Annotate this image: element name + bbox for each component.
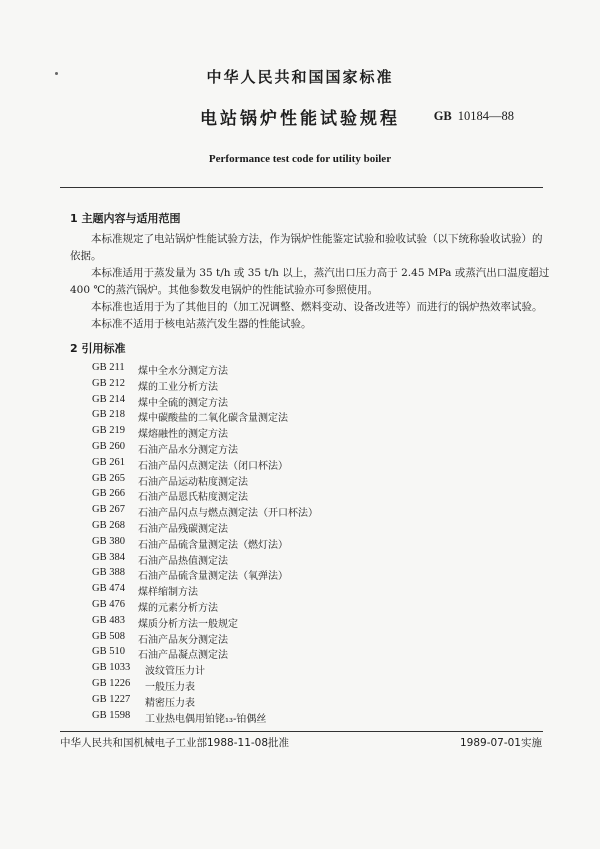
- effective-date: 1989-07-01实施: [459, 737, 542, 749]
- paragraph-line: 本标准规定了电站锅炉性能试验方法，作为锅炉性能鉴定试验和验收试验（以下统称验收试验）的: [91, 233, 543, 245]
- reference-title: 石油产品残碳测定法: [138, 524, 228, 535]
- reference-code: GB 474: [92, 583, 125, 595]
- reference-title: 煤中碳酸盐的二氧化碳含量测定法: [138, 413, 288, 425]
- reference-title: 石油产品恩氏粘度测定法: [138, 492, 248, 504]
- reference-title: 石油产品运动粘度测定法: [138, 476, 248, 488]
- reference-title: 石油产品闪点与燃点测定法（开口杯法）: [138, 508, 318, 520]
- standard-code: [434, 109, 514, 124]
- section-2-heading: 2 引用标准: [70, 342, 126, 355]
- reference-code: GB 261: [92, 456, 125, 468]
- reference-title: 石油产品硫含量测定法（氧弹法）: [138, 571, 288, 583]
- reference-title: 石油产品闪点测定法（闭口杯法）: [138, 460, 288, 472]
- paragraph-line: 本标准适用于蒸发量为 35 t/h 或 35 t/h 以上，蒸汽出口压力高于 2.45 MPa 或蒸汽出口温度超过: [91, 267, 550, 279]
- reference-code: GB 1227: [92, 693, 131, 705]
- reference-title: 煤样缩制方法: [138, 587, 198, 599]
- paragraph-line: 本标准不适用于核电站蒸汽发生器的性能试验。: [91, 318, 312, 330]
- reference-title: 石油产品凝点测定法: [138, 650, 228, 662]
- reference-code: GB 260: [92, 441, 125, 452]
- english-title: Performance test code for utility boiler: [208, 153, 392, 165]
- document-title: 电站锅炉性能试验规程: [200, 109, 400, 129]
- reference-code: GB 214: [92, 393, 125, 405]
- reference-code: GB 1226: [92, 678, 131, 689]
- standard-prefix: GB: [433, 109, 452, 123]
- reference-code: GB 212: [92, 377, 125, 389]
- reference-code: GB 268: [92, 520, 125, 531]
- reference-title: 工业热电偶用铂铑₁₃-铂偶丝: [145, 713, 267, 725]
- header-divider: [60, 187, 543, 188]
- reference-code: GB 388: [92, 567, 125, 579]
- section-1-heading: 1 主题内容与适用范围: [70, 212, 181, 225]
- reference-title: 石油产品灰分测定法: [138, 634, 228, 646]
- reference-code: GB 219: [92, 425, 125, 437]
- reference-title: 石油产品硫含量测定法（燃灯法）: [138, 539, 288, 551]
- reference-title: 煤质分析方法一般规定: [138, 618, 238, 630]
- reference-title: 一般压力表: [145, 682, 195, 693]
- reference-title: 煤的元素分析方法: [138, 603, 218, 614]
- reference-code: GB 1033: [92, 662, 131, 674]
- paragraph-line: 依据。: [70, 250, 102, 262]
- reference-code: GB 211: [92, 362, 125, 373]
- reference-code: GB 218: [92, 409, 125, 421]
- reference-title: 波纹管压力计: [145, 666, 205, 678]
- reference-code: GB 266: [92, 488, 125, 500]
- reference-code: GB 483: [92, 614, 125, 626]
- reference-code: GB 265: [92, 472, 125, 484]
- paragraph-line: 本标准也适用于为了其他目的（加工况调整、燃料变动、设备改进等）而进行的锅炉热效率试验。: [91, 301, 543, 313]
- reference-title: 精密压力表: [145, 697, 195, 709]
- reference-title: 石油产品水分测定方法: [138, 445, 238, 456]
- reference-code: GB 380: [92, 535, 125, 547]
- reference-code: GB 1598: [92, 709, 131, 721]
- reference-title: 煤中全水分测定方法: [138, 366, 228, 377]
- reference-title: 煤中全硫的测定方法: [138, 397, 228, 409]
- standard-header: 中华人民共和国国家标准: [206, 68, 394, 86]
- reference-code: GB 267: [92, 504, 125, 516]
- reference-code: GB 476: [92, 599, 125, 610]
- approval-note: 中华人民共和国机械电子工业部1988-11-08批准: [60, 737, 290, 749]
- footer-divider: [60, 731, 543, 732]
- reference-code: GB 508: [92, 630, 125, 642]
- reference-title: 石油产品热值测定法: [138, 555, 228, 567]
- paragraph-line: 400 ℃的蒸汽锅炉。其他参数发电锅炉的性能试验亦可参照使用。: [70, 284, 379, 296]
- reference-title: 煤熔融性的测定方法: [138, 429, 228, 441]
- standard-number: 10184—88: [457, 109, 514, 123]
- reference-code: GB 510: [92, 646, 125, 658]
- reference-code: GB 384: [92, 551, 125, 563]
- reference-title: 煤的工业分析方法: [138, 381, 218, 393]
